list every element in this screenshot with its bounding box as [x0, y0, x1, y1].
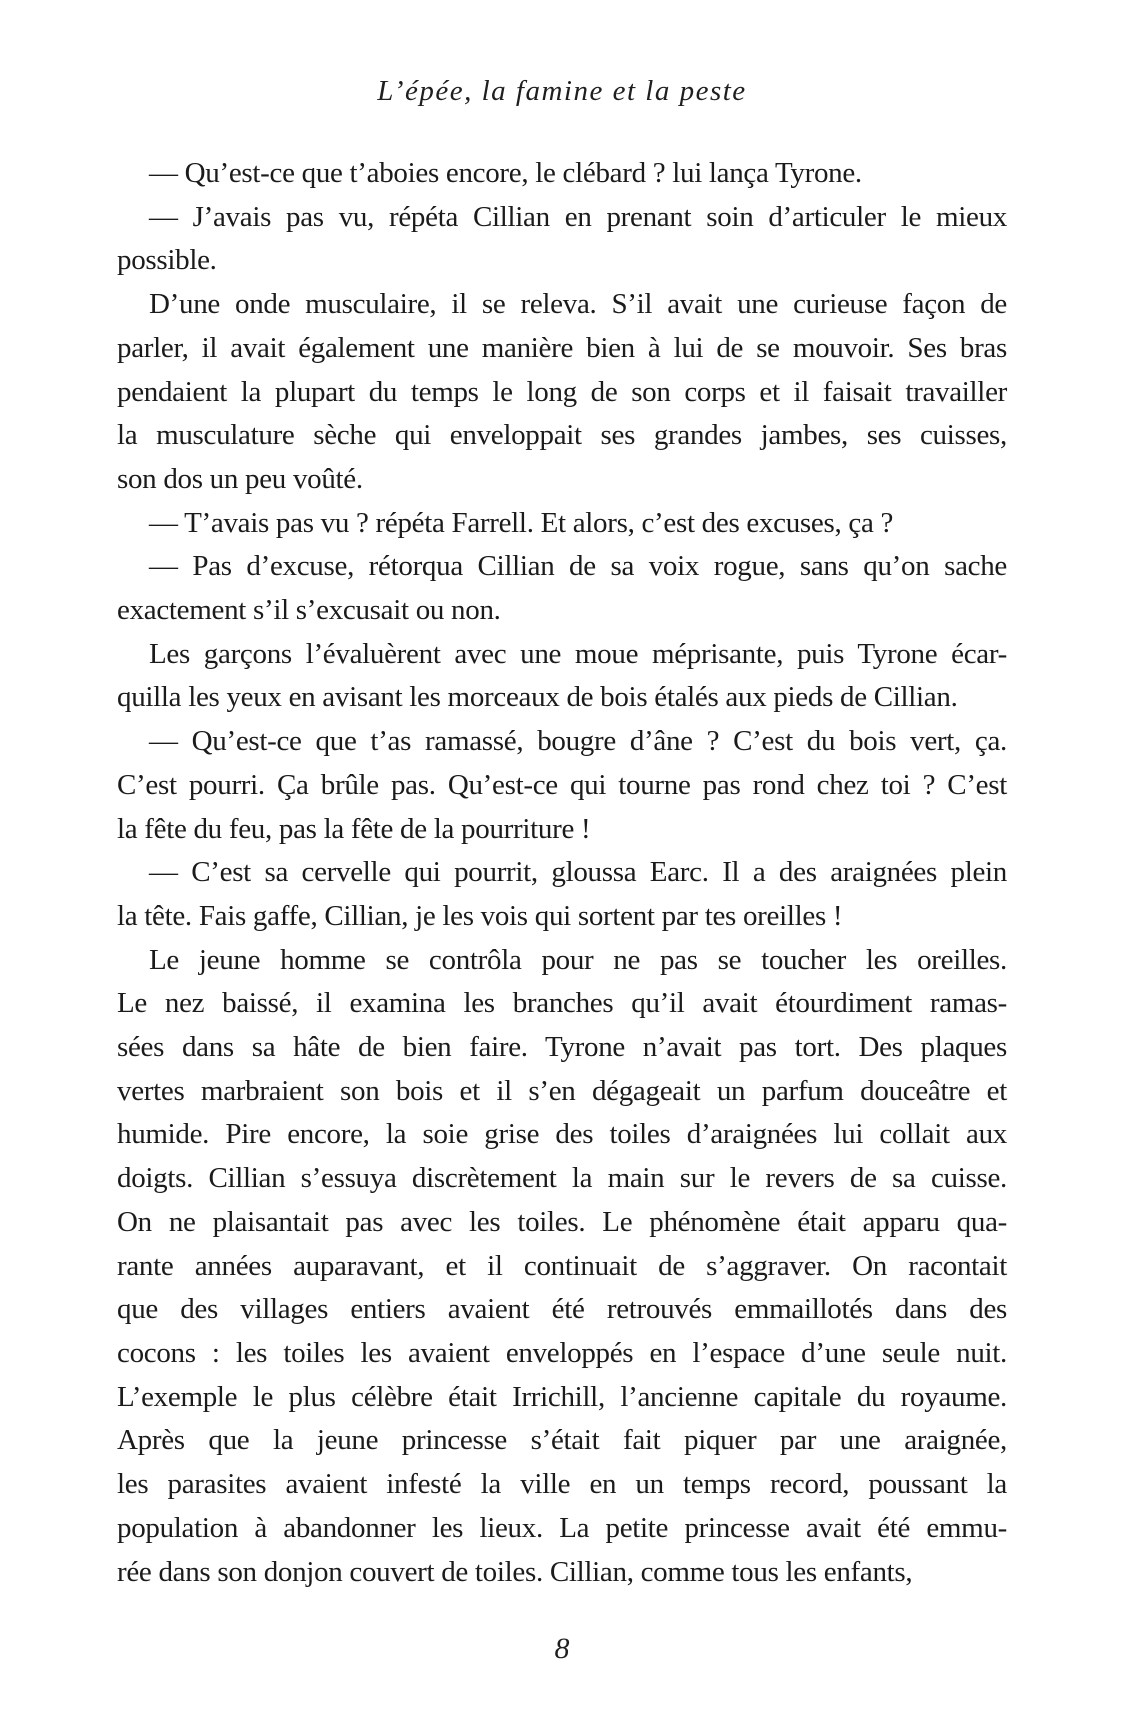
text-line: doigts. Cillian s’essuya discrètement la main sur le revers de sa cuisse.	[117, 1162, 1007, 1195]
paragraph	[117, 851, 1007, 938]
running-header-title: L’épée, la famine et la peste	[377, 75, 747, 107]
paragraph	[117, 283, 1007, 502]
paragraph	[117, 545, 1007, 632]
text-line: humide. Pire encore, la soie grise des toiles d’araignées lui collait aux	[117, 1118, 1007, 1151]
text-line: — J’avais pas vu, répéta Cillian en prenant soin d’articuler le mieux	[149, 200, 1007, 233]
text-line: cocons : les toiles les avaient enveloppés en l’espace d’une seule nuit.	[117, 1336, 1007, 1369]
text-line: C’est pourri. Ça brûle pas. Qu’est-ce qui tourne pas rond chez toi ? C’est	[117, 768, 1007, 801]
text-line: vertes marbraient son bois et il s’en dégageait un parfum douceâtre et	[117, 1074, 1007, 1107]
paragraph	[117, 720, 1007, 851]
text-line: L’exemple le plus célèbre était Irrichill, l’ancienne capitale du royaume.	[117, 1380, 1007, 1413]
text-line: Le nez baissé, il examina les branches qu’il avait étourdiment ramas-	[117, 987, 1007, 1020]
text-line: — Qu’est-ce que t’as ramassé, bougre d’âne ? C’est du bois vert, ça.	[149, 725, 1007, 758]
text-line: — Pas d’excuse, rétorqua Cillian de sa voix rogue, sans qu’on sache	[149, 550, 1007, 583]
text-line: D’une onde musculaire, il se releva. S’il avait une curieuse façon de	[149, 288, 1007, 321]
text-line: Le jeune homme se contrôla pour ne pas se toucher les oreilles.	[149, 943, 1007, 976]
text-line: les parasites avaient infesté la ville en un temps record, poussant la	[117, 1468, 1007, 1501]
text-line: exactement s’il s’excusait ou non.	[117, 594, 501, 627]
text-line: Après que la jeune princesse s’était fait piquer par une araignée,	[117, 1424, 1007, 1457]
text-line: la musculature sèche qui enveloppait ses grandes jambes, ses cuisses,	[117, 419, 1007, 452]
text-line: Les garçons l’évaluèrent avec une moue méprisante, puis Tyrone écar-	[149, 637, 1007, 670]
text-line: — C’est sa cervelle qui pourrit, gloussa Earc. Il a des araignées plein	[149, 856, 1007, 889]
paragraph	[117, 633, 1007, 720]
text-line: — T’avais pas vu ? répéta Farrell. Et alors, c’est des excuses, ça ?	[149, 506, 894, 539]
text-line: parler, il avait également une manière bien à lui de se mouvoir. Ses bras	[117, 331, 1007, 364]
text-line: sées dans sa hâte de bien faire. Tyrone n’avait pas tort. Des plaques	[117, 1031, 1007, 1064]
text-line: la fête du feu, pas la fête de la pourriture !	[117, 812, 591, 845]
text-line: population à abandonner les lieux. La petite princesse avait été emmu-	[117, 1511, 1007, 1544]
paragraph	[117, 152, 1007, 196]
paragraph	[117, 502, 1007, 546]
text-line: que des villages entiers avaient été retrouvés emmaillotés dans des	[117, 1293, 1007, 1326]
text-line: quilla les yeux en avisant les morceaux de bois étalés aux pieds de Cillian.	[117, 681, 958, 714]
text-line: rée dans son donjon couvert de toiles. Cillian, comme tous les enfants,	[117, 1555, 913, 1588]
text-block	[117, 152, 1007, 1594]
paragraph	[117, 196, 1007, 283]
page-number: 8	[554, 1632, 570, 1665]
text-line: rante années auparavant, et il continuait de s’aggraver. On racontait	[117, 1249, 1007, 1282]
text-line: possible.	[117, 244, 217, 277]
text-line: pendaient la plupart du temps le long de son corps et il faisait travailler	[117, 375, 1007, 408]
text-line: son dos un peu voûté.	[117, 462, 363, 495]
text-line: la tête. Fais gaffe, Cillian, je les vois qui sortent par tes oreilles !	[117, 899, 843, 932]
paragraph	[117, 939, 1007, 1595]
text-line: On ne plaisantait pas avec les toiles. Le phénomène était apparu qua-	[117, 1205, 1007, 1238]
text-line: — Qu’est-ce que t’aboies encore, le clébard ? lui lança Tyrone.	[149, 157, 862, 189]
